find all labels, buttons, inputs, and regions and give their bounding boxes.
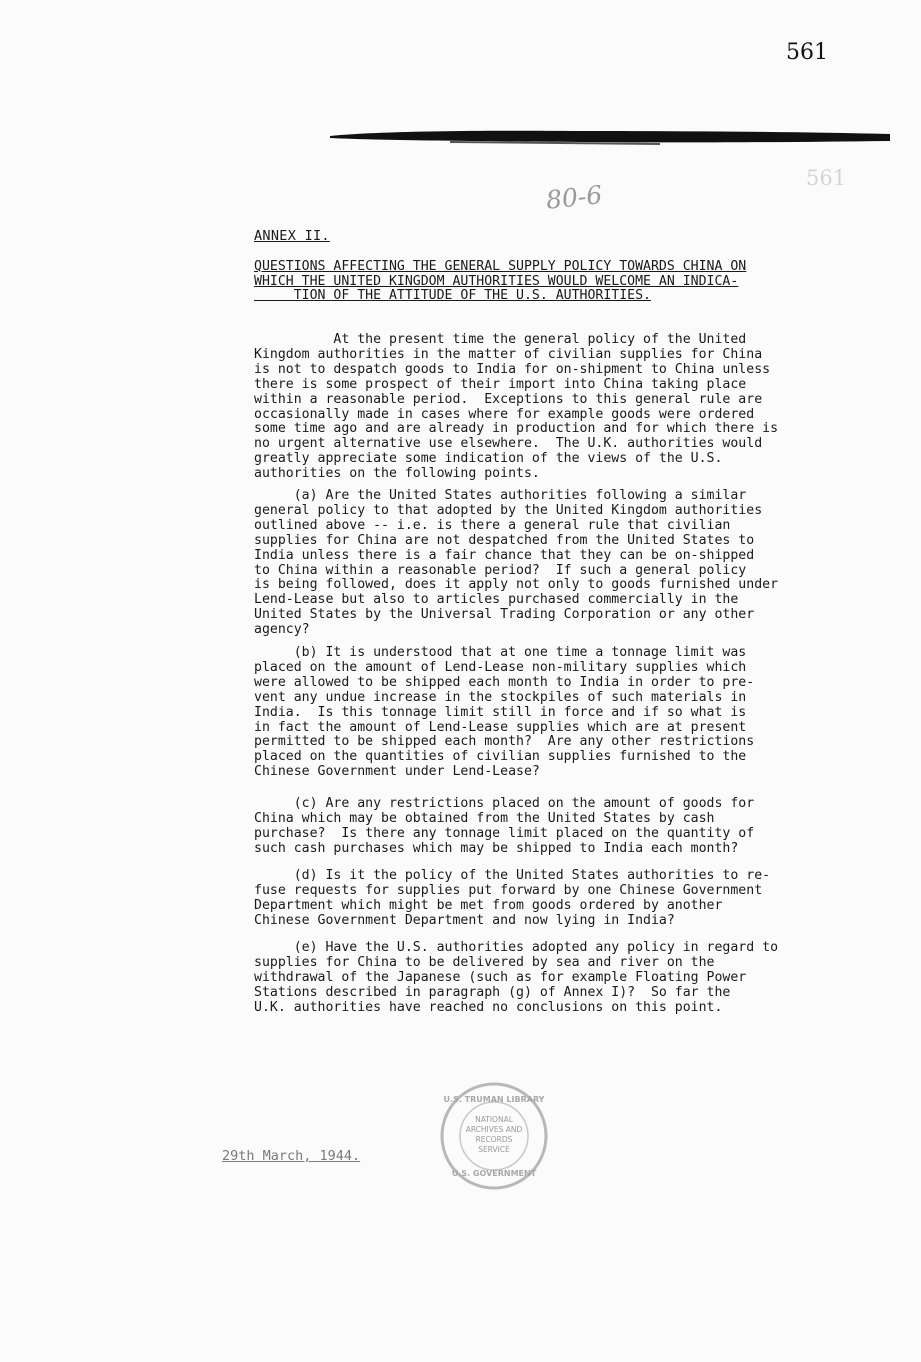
text-line: in fact the amount of Lend-Lease supplies which are at present <box>254 719 747 735</box>
text-line: Chinese Government Department and now lying in India? <box>254 912 675 928</box>
text-line: (c) Are any restrictions placed on the amount of goods for <box>254 796 755 811</box>
handwritten-reference: 80-6 <box>544 180 604 215</box>
text-line: (a) Are the United States authorities following a similar <box>254 488 747 503</box>
text-line: Stations described in paragraph (g) of Annex I)? So far the <box>254 984 731 1000</box>
text-line: (d) Is it the policy of the United States authorities to re- <box>254 868 771 883</box>
text-line: China which may be obtained from the United States by cash <box>254 810 715 826</box>
text-line: At the present time the general policy of the United <box>254 332 747 347</box>
text-line: within a reasonable period. Exceptions to this general rule are <box>254 391 763 407</box>
text-line: supplies for China are not despatched from the United States to <box>254 532 755 548</box>
faint-page-number: 561 <box>806 166 847 190</box>
text-line: authorities on the following points. <box>254 466 540 482</box>
text-line: U.K. authorities have reached no conclusions on this point. <box>254 999 723 1015</box>
text-line: Department which might be met from goods ordered by another <box>254 897 723 913</box>
text-line: occasionally made in cases where for example goods were ordered <box>254 406 755 422</box>
stamp-arc-top: U.S. TRUMAN LIBRARY <box>443 1095 545 1104</box>
text-line: permitted to be shipped each month? Are any other restrictions <box>254 734 755 750</box>
annex-label: ANNEX II. <box>254 228 330 244</box>
text-line: some time ago and are already in production and for which there is <box>254 421 779 437</box>
archive-stamp <box>438 1080 550 1192</box>
paragraph-a <box>254 489 834 638</box>
text-line: Kingdom authorities in the matter of civilian supplies for China <box>254 346 763 362</box>
intro-paragraph <box>254 333 834 482</box>
text-line: India. Is this tonnage limit still in force and if so what is <box>254 704 747 720</box>
text-line: there is some prospect of their import into China taking place <box>254 376 747 392</box>
paragraph-b <box>254 646 834 780</box>
page-number: 561 <box>786 40 828 65</box>
text-line: placed on the quantities of civilian supplies furnished to the <box>254 749 747 765</box>
heading-line: WHICH THE UNITED KINGDOM AUTHORITIES WOULD WELCOME AN INDICA- <box>254 273 739 289</box>
text-line: agency? <box>254 622 310 638</box>
text-line: greatly appreciate some indication of the views of the U.S. <box>254 451 723 467</box>
text-line: vent any undue increase in the stockpiles of such materials in <box>254 689 747 705</box>
text-line: India unless there is a fair chance that they can be on-shipped <box>254 547 755 563</box>
paragraph-d <box>254 869 834 929</box>
paragraph-c <box>254 797 834 857</box>
text-line: outlined above -- i.e. is there a general rule that civilian <box>254 517 731 533</box>
stamp-line: NATIONAL <box>475 1115 513 1124</box>
text-line: United States by the Universal Trading Corporation or any other <box>254 607 755 623</box>
text-line: such cash purchases which may be shipped to India each month? <box>254 840 739 856</box>
text-line: purchase? Is there any tonnage limit placed on the quantity of <box>254 825 755 841</box>
text-line: withdrawal of the Japanese (such as for example Floating Power <box>254 969 747 985</box>
text-line: Lend-Lease but also to articles purchased commercially in the <box>254 592 739 608</box>
text-line: were allowed to be shipped each month to India in order to pre- <box>254 674 755 690</box>
document-heading <box>254 260 814 304</box>
stamp-line: SERVICE <box>478 1145 510 1154</box>
text-line: fuse requests for supplies put forward by one Chinese Government <box>254 882 763 898</box>
text-line: placed on the amount of Lend-Lease non-military supplies which <box>254 659 747 675</box>
paragraph-e <box>254 941 834 1016</box>
text-line: (e) Have the U.S. authorities adopted any policy in regard to <box>254 940 779 955</box>
text-line: supplies for China to be delivered by sea and river on the <box>254 954 715 970</box>
scan-artifact-bar <box>330 128 890 148</box>
heading-line: QUESTIONS AFFECTING THE GENERAL SUPPLY POLICY TOWARDS CHINA ON <box>254 259 747 274</box>
text-line: Chinese Government under Lend-Lease? <box>254 764 540 780</box>
stamp-line: ARCHIVES AND <box>465 1125 523 1134</box>
text-line: is not to despatch goods to India for on-shipment to China unless <box>254 361 771 377</box>
text-line: is being followed, does it apply not only to goods furnished under <box>254 577 779 593</box>
text-line: (b) It is understood that at one time a tonnage limit was <box>254 645 747 660</box>
heading-line: TION OF THE ATTITUDE OF THE U.S. AUTHORITIES. <box>254 288 651 304</box>
stamp-line: RECORDS <box>475 1135 513 1144</box>
text-line: general policy to that adopted by the United Kingdom authorities <box>254 502 763 518</box>
text-line: to China within a reasonable period? If such a general policy <box>254 562 747 578</box>
document-date: 29th March, 1944. <box>222 1148 361 1164</box>
stamp-arc-bottom: U.S. GOVERNMENT <box>451 1169 537 1178</box>
text-line: no urgent alternative use elsewhere. The U.K. authorities would <box>254 436 763 452</box>
